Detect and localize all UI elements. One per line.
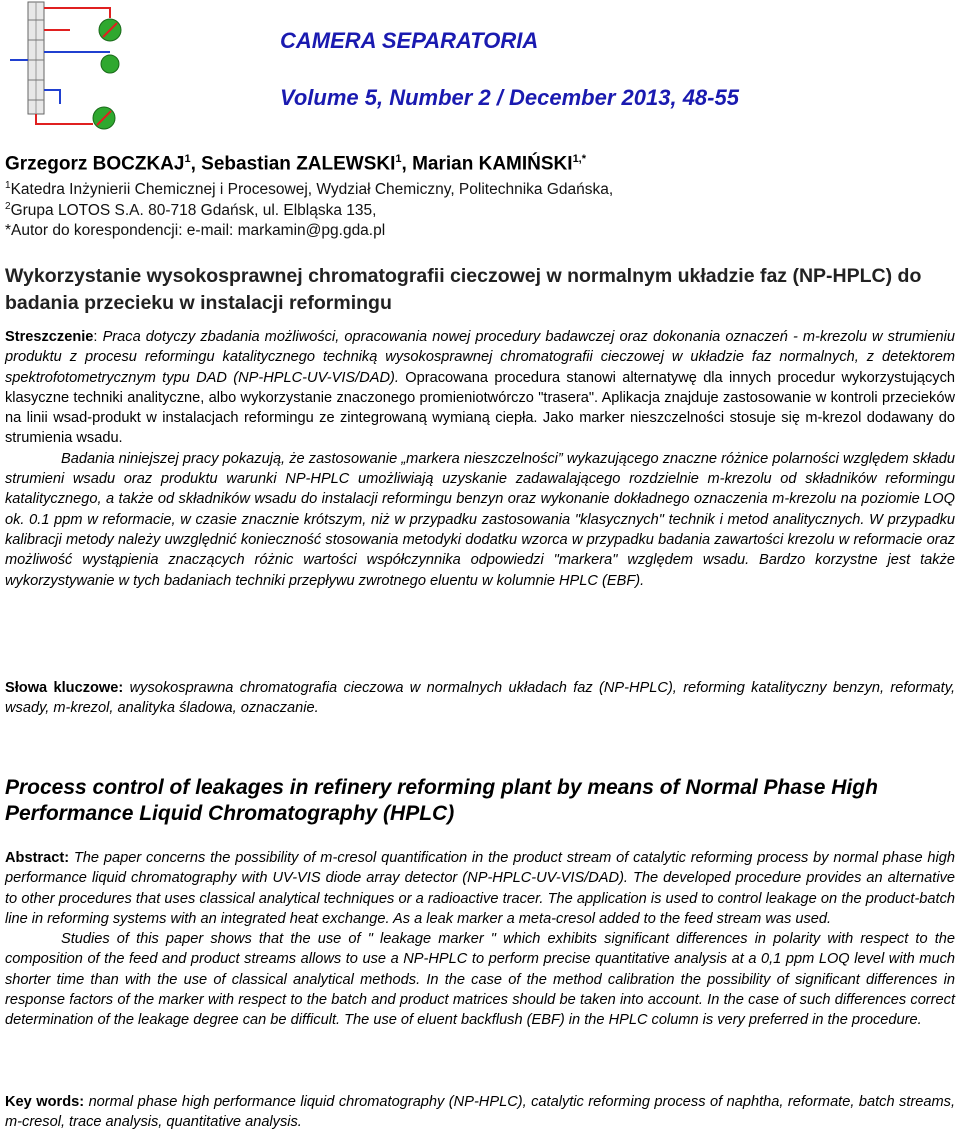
author-separator: , [190,153,202,175]
author-list [5,153,586,175]
author-name: Marian KAMIŃSKI [412,153,573,175]
abstract-italic-text: Praca dotyczy zbadania możliwości, opracowania nowej procedury badawczej oraz dokonania oznaczeń - m-krezolu w strumieniu produktu z procesu reformingu katalitycznego techniką wysokosprawnej chromatografii cieczowej w układzie faz normalnych, z detektorem spektrofotometrycznym typu DAD (NP-HPLC-UV-VIS/DAD). [5,329,955,386]
affiliation-text: Katedra Inżynierii Chemicznej i Procesowej, Wydział Chemiczny, Politechnika Gdańska, [10,181,614,199]
abstract-colon: : [93,329,98,345]
keywords-text: normal phase high performance liquid chromatography (NP-HPLC), catalytic reforming process of naphtha, reformate, batch streams, m-cresol, trace analysis, quantitative analysis. [5,1094,955,1131]
abstract-paragraph: Badania niniejszej pracy pokazują, że zastosowanie „markera nieszczelności” wykazującego znaczne różnice polarności względem składu strumieni wsadu oraz produktu warunki NP-HPLC umożliwiają uzyskanie zadawalającego rozdzielnie m-krezolu od składników reformingu katalitycznego, a także od składników wsadu do instalacji reformingu benzyn oraz wykonanie dokładnego oznaczenia m-krezolu na poziomie LOQ ok. 0.1 ppm w reformacie, w czasie znacznie krótszym, niż w przypadku zastosowania "klasycznych" technik i metod analitycznych. W przypadku kalibracji metody należy uwzględnić konieczność stosowania metodyki dodatku wzorca w przypadku badania zawartości krezolu w reformacie oraz możliwość wystąpienia znaczących różnic wartości współczynnika odpowiedzi "markera" względem wsadu. Bardzo korzystne jest także wykorzystywanie w tych badaniach techniki przepływu zwrotnego eluentu w kolumnie HPLC (EBF). [5,450,955,589]
abstract-label: Streszczenie [5,329,94,345]
abstract-label: Abstract: [5,850,70,866]
keywords-text: wysokosprawna chromatografia cieczowa w normalnych układach faz (NP-HPLC), reforming katalityczny benzyn, reformaty, wsady, m-krezol, analityka śladowa, oznaczanie. [5,680,955,717]
affiliation-mark: 1 [5,180,11,191]
corresponding-author [5,222,385,240]
journal-logo-icon [0,0,140,135]
affiliation-text: Grupa LOTOS S.A. 80-718 Gdańsk, ul. Elbląska 135, [10,202,377,220]
author-affiliation-mark: 1 [184,153,191,165]
affiliation-text: *Autor do korespondencji: e-mail: markamin@pg.gda.pl [5,222,386,239]
polish-abstract [5,327,955,591]
journal-name: CAMERA SEPARATORIA [280,28,539,53]
polish-title: Wykorzystanie wysokosprawnej chromatografii cieczowej w normalnym układzie faz (NP-HPLC) do badania przecieku w instalacji reformingu [5,265,922,314]
author-name: Sebastian ZALEWSKI [201,153,396,175]
abstract-paragraph: Studies of this paper shows that the use of " leakage marker " which exhibits significant differences in polarity with respect to the composition of the feed and product streams allows to use a NP-HPLC to perform precise quantitative analysis at a 0,1 ppm LOQ level with much shorter time than with the use of classical analytical methods. In the case of the method calibration the possibility of significant differences in response factors of the marker with respect to the batch and product matrices should be taken into account. In the case of such differences correct determination of the leakage degree can be difficult. The use of eluent backflush (EBF) in the HPLC column is very preferred in the procedure. [5,931,955,1029]
author-affiliation-mark: 1 [395,153,402,165]
keywords-label: Słowa kluczowe: [5,680,124,696]
abstract-text: The paper concerns the possibility of m-cresol quantification in the product stream of catalytic reforming process by normal phase high performance liquid chromatography with UV-VIS diode array detector (NP-HPLC-UV-VIS/DAD). The developed procedure provides an alternative to other procedures that uses classical analytical techniques or a radioactive tracer. The application is used to control leakage on the product-batch line in reforming systems with an integrated heat exchange. As a leak marker a meta-cresol added to the feed stream was used. [5,850,955,927]
keywords-label: Key words: [5,1094,85,1110]
volume-info: Volume 5, Number 2 / December 2013, 48-55 [280,85,739,110]
polish-keywords [5,678,955,719]
affiliation-mark: 2 [5,201,11,212]
author-separator: , [401,153,413,175]
affiliation-line [5,180,613,199]
author-affiliation-mark: 1,* [572,153,587,165]
english-title: Process control of leakages in refinery reforming plant by means of Normal Phase High Performance Liquid Chromatography (HPLC) [5,776,878,825]
english-keywords [5,1092,955,1133]
author-name: Grzegorz BOCZKAJ [5,153,185,175]
abstract-text: Opracowana procedura stanowi alternatywę dla innych procedur wykorzystujących klasyczne techniki analityczne, albo wykorzystanie znaczonego promieniotwórczo "trasera". Aplikacja znajduje zastosowanie w kontroli przecieków na linii wsad-produkt w instalacjach reformingu ze zintegrowaną wymianą ciepła. Jako marker nieszczelności stosuje się m-krezol dodawany do strumienia wsadu. [5,369,955,447]
english-abstract [5,848,955,1031]
affiliation-line [5,201,376,220]
